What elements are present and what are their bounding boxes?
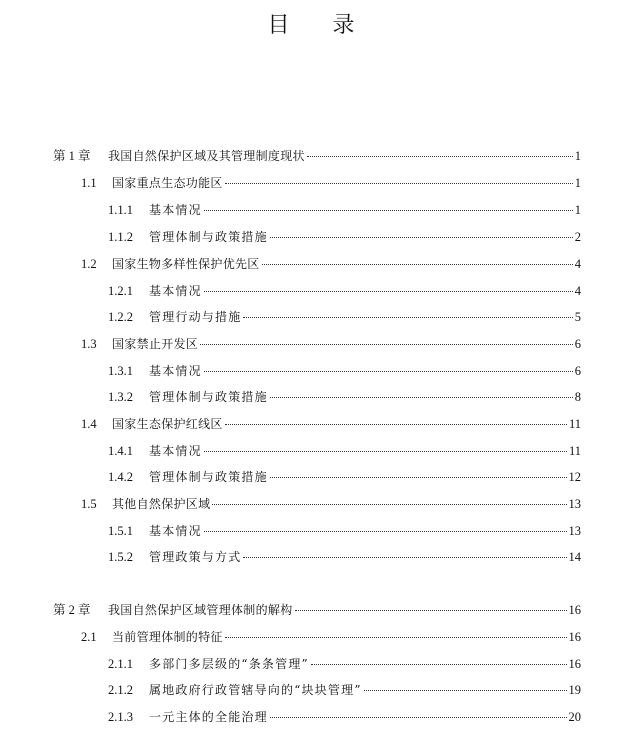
toc-entry-number: 2.1 — [81, 630, 97, 644]
toc-entry-title: 管理体制与政策措施 — [149, 470, 268, 484]
toc-entry-2-1-1[interactable] — [108, 655, 581, 673]
toc-entry-number: 1.2 — [81, 257, 97, 271]
toc-entry-title: 基本情况 — [149, 203, 202, 217]
dot-leader — [225, 424, 567, 425]
dot-leader — [204, 371, 573, 372]
toc-entry-page: 19 — [568, 683, 581, 697]
toc-entry-title: 基本情况 — [149, 524, 202, 538]
toc-entry-number: 1.4.1 — [108, 444, 133, 458]
toc-entry-number: 1.5.1 — [108, 524, 133, 538]
page-title: 目 录 — [267, 13, 373, 38]
toc-entry-1-1[interactable] — [81, 174, 581, 192]
toc-entry-title: 基本情况 — [149, 364, 202, 378]
toc-entry-title: 国家重点生态功能区 — [112, 176, 223, 190]
dot-leader — [204, 531, 567, 532]
toc-entry-1-3[interactable] — [81, 335, 581, 353]
toc-entry-number: 1.2.2 — [108, 310, 133, 324]
toc-entry-title: 属地政府行政管辖导向的“块块管理” — [149, 683, 362, 697]
toc-entry-page: 4 — [574, 284, 581, 298]
toc-entry-page: 16 — [568, 630, 581, 644]
toc-entry-title: 我国自然保护区域及其管理制度现状 — [108, 149, 305, 163]
dot-leader — [204, 291, 573, 292]
toc-entry-page: 1 — [574, 203, 581, 217]
toc-entry-page: 4 — [574, 257, 581, 271]
toc-entry-title: 管理体制与政策措施 — [149, 390, 268, 404]
dot-leader — [295, 610, 567, 611]
dot-leader — [270, 477, 567, 478]
dot-leader — [262, 264, 573, 265]
toc-entry-number: 1.2.1 — [108, 284, 133, 298]
toc-entry-number: 第 2 章 — [53, 603, 91, 617]
toc-entry-1-5[interactable] — [81, 495, 581, 513]
toc-entry-page: 11 — [568, 417, 581, 431]
dot-leader — [243, 557, 566, 558]
toc-entry-page: 11 — [568, 444, 581, 458]
toc-entry-number: 1.1 — [81, 176, 97, 190]
dot-leader — [204, 451, 567, 452]
toc-entry-page: 13 — [568, 497, 581, 511]
toc-entry-page: 2 — [574, 230, 581, 244]
toc-entry-title: 国家生物多样性保护优先区 — [112, 257, 260, 271]
toc-entry-1-3-1[interactable] — [108, 362, 581, 380]
toc-entry-number: 2.1.1 — [108, 657, 133, 671]
toc-entry-title: 当前管理体制的特征 — [112, 630, 223, 644]
toc-entry-number: 1.3.1 — [108, 364, 133, 378]
toc-entry-title: 其他自然保护区域 — [112, 497, 211, 511]
toc-entry-page: 16 — [568, 603, 581, 617]
toc-entry-number: 1.4.2 — [108, 470, 133, 484]
toc-entry-title: 我国自然保护区域管理体制的解构 — [108, 603, 293, 617]
toc-entry-1-2-2[interactable] — [108, 308, 581, 326]
toc-entry-1-2[interactable] — [81, 255, 581, 273]
toc-entry-number: 1.3 — [81, 337, 97, 351]
toc-entry-title: 多部门多层级的“条条管理” — [149, 657, 309, 671]
dot-leader — [212, 504, 566, 505]
toc-entry-page: 1 — [574, 176, 581, 190]
toc-entry-1-2-1[interactable] — [108, 282, 581, 300]
toc-entry-title: 管理政策与方式 — [149, 550, 242, 564]
toc-entry-page: 14 — [568, 550, 581, 564]
dot-leader — [270, 717, 567, 718]
dot-leader — [243, 317, 572, 318]
toc-entry-chapter-1[interactable] — [53, 147, 581, 165]
toc-entry-2-1[interactable] — [81, 628, 581, 646]
toc-entry-number: 1.4 — [81, 417, 97, 431]
toc-entry-page: 1 — [574, 149, 581, 163]
toc-entry-1-4-1[interactable] — [108, 442, 581, 460]
toc-entry-2-1-2[interactable] — [108, 681, 581, 699]
toc-entry-title: 管理体制与政策措施 — [149, 230, 268, 244]
toc-entry-page: 16 — [568, 657, 581, 671]
toc-entry-number: 2.1.2 — [108, 683, 133, 697]
toc-entry-2-1-3[interactable] — [108, 708, 581, 726]
toc-entry-1-5-2[interactable] — [108, 548, 581, 566]
dot-leader — [225, 183, 573, 184]
toc-entry-number: 1.5 — [81, 497, 97, 511]
toc-entry-1-5-1[interactable] — [108, 522, 581, 540]
dot-leader — [204, 210, 573, 211]
toc-entry-1-3-2[interactable] — [108, 388, 581, 406]
toc-entry-title: 管理行动与措施 — [149, 310, 242, 324]
toc-entry-number: 第 1 章 — [53, 149, 91, 163]
dot-leader — [307, 156, 573, 157]
toc-entry-1-1-2[interactable] — [108, 228, 581, 246]
toc-entry-number: 2.1.3 — [108, 710, 133, 724]
toc-entry-title: 国家禁止开发区 — [112, 337, 199, 351]
toc-entry-page: 5 — [574, 310, 581, 324]
toc-entry-title: 基本情况 — [149, 284, 202, 298]
toc-entry-chapter-2[interactable] — [53, 601, 581, 619]
dot-leader — [364, 690, 567, 691]
dot-leader — [225, 637, 567, 638]
toc-entry-title: 基本情况 — [149, 444, 202, 458]
toc-entry-page: 13 — [568, 524, 581, 538]
toc-entry-number: 1.3.2 — [108, 390, 133, 404]
dot-leader — [311, 664, 567, 665]
toc-entry-1-4-2[interactable] — [108, 468, 581, 486]
toc-entry-1-1-1[interactable] — [108, 201, 581, 219]
toc-entry-number: 1.5.2 — [108, 550, 133, 564]
toc-entry-page: 8 — [574, 390, 581, 404]
toc-entry-page: 6 — [574, 364, 581, 378]
dot-leader — [270, 397, 573, 398]
dot-leader — [270, 237, 573, 238]
dot-leader — [200, 344, 573, 345]
toc-entry-1-4[interactable] — [81, 415, 581, 433]
toc-entry-title: 国家生态保护红线区 — [112, 417, 223, 431]
toc-entry-page: 6 — [574, 337, 581, 351]
toc-entry-number: 1.1.2 — [108, 230, 133, 244]
toc-entry-page: 20 — [568, 710, 581, 724]
toc-entry-number: 1.1.1 — [108, 203, 133, 217]
toc-entry-page: 12 — [568, 470, 581, 484]
toc-entry-title: 一元主体的全能治理 — [149, 710, 268, 724]
